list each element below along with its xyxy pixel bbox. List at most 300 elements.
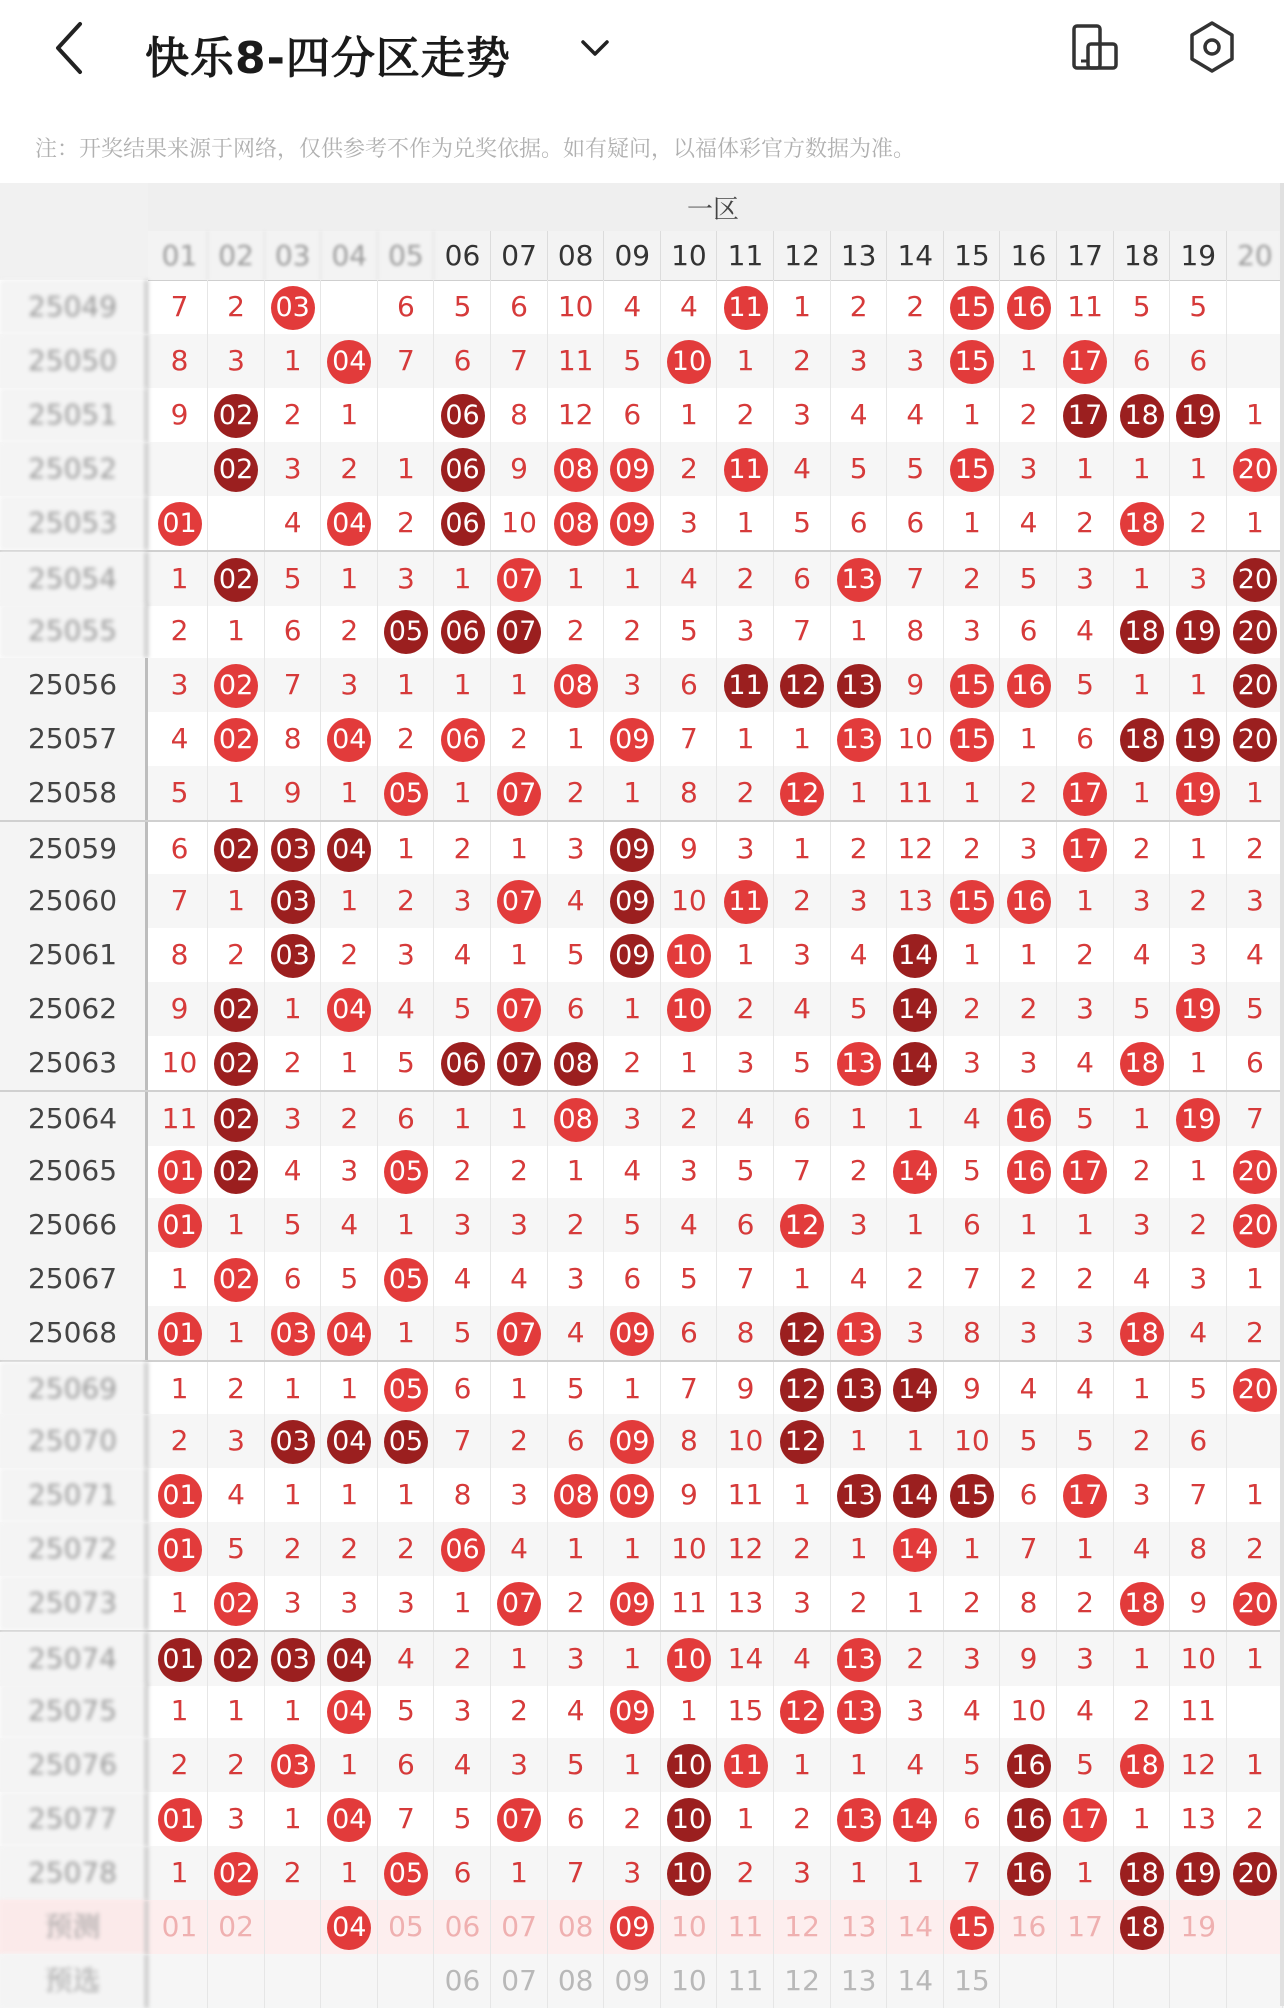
omission-count: 2 [378,496,434,550]
omission-count: 1 [1114,442,1170,496]
omission-count: 4 [605,280,661,334]
drawn-number-ball: 19 [1171,388,1227,442]
omission-count: 2 [378,1522,434,1576]
drawn-number-ball: 11 [718,280,774,334]
drawn-number-ball: 03 [265,928,321,982]
title-dropdown-button[interactable] [575,28,615,68]
omission-count: 5 [548,1738,604,1792]
omission-count: 5 [775,1036,831,1090]
drawn-number-ball: 12 [775,766,831,820]
omission-count: 11 [661,1576,717,1630]
drawn-number-ball: 20 [1227,1846,1283,1900]
omission-count: 1 [775,1468,831,1522]
omission-count: 2 [888,1252,944,1306]
omission-count: 7 [378,334,434,388]
table-row[interactable] [0,1630,1284,1686]
omission-count: 1 [944,766,1000,820]
omission-count: 1 [492,1092,548,1146]
omission-count: 4 [661,552,717,606]
table-row[interactable] [0,604,1284,658]
omission-count: 2 [1001,982,1057,1036]
omission-count: 6 [378,1092,434,1146]
omission-count: 4 [775,442,831,496]
back-button[interactable] [50,18,90,78]
omission-count: 5 [378,1036,434,1090]
table-row[interactable] [0,1792,1284,1846]
omission-count: 2 [152,1414,208,1468]
omission-count: 2 [775,1792,831,1846]
omission-count [1058,1954,1114,2008]
drawn-number-ball: 02 [209,822,265,876]
omission-count [1227,1414,1283,1468]
omission-count [322,1954,378,2008]
drawn-number-ball: 01 [152,1144,208,1198]
omission-count: 7 [888,552,944,606]
drawn-number-ball: 12 [775,1684,831,1738]
omission-count: 1 [152,1576,208,1630]
drawn-number-ball: 18 [1114,604,1170,658]
omission-count: 5 [661,604,717,658]
drawn-number-ball: 06 [435,388,491,442]
omission-count: 6 [775,1092,831,1146]
omission-count: 3 [435,1684,491,1738]
omission-count: 5 [1058,1414,1114,1468]
omission-count: 4 [944,1092,1000,1146]
omission-count: 1 [775,280,831,334]
omission-count: 1 [209,874,265,928]
omission-count: 6 [1001,1468,1057,1522]
drawn-number-ball: 20 [1227,658,1283,712]
omission-count: 3 [775,1576,831,1630]
omission-count: 5 [661,1252,717,1306]
issue-number: 25078 [0,1846,148,1900]
top-bar [0,0,1284,110]
drawn-number-ball: 08 [548,496,604,550]
omission-count [1227,334,1283,388]
omission-count: 5 [1114,982,1170,1036]
drawn-number-ball: 02 [209,1252,265,1306]
omission-count: 10 [888,712,944,766]
drawn-number-ball: 01 [152,1632,208,1686]
omission-count: 2 [492,712,548,766]
drawn-number-ball: 07 [492,766,548,820]
table-row[interactable] [0,1738,1284,1792]
omission-count: 3 [944,1036,1000,1090]
drawn-number-ball: 16 [1001,1738,1057,1792]
omission-count: 9 [152,982,208,1036]
omission-count: 1 [944,928,1000,982]
omission-count: 16 [1001,1900,1057,1954]
omission-count: 1 [1114,1632,1170,1686]
omission-count: 1 [1227,766,1283,820]
omission-count [1171,1954,1227,2008]
drawn-number-ball: 09 [605,1414,661,1468]
omission-count: 6 [435,1846,491,1900]
drawn-number-ball: 02 [209,1092,265,1146]
drawn-number-ball: 02 [209,1632,265,1686]
omission-count: 02 [209,1900,265,1954]
drawn-number-ball: 17 [1058,1468,1114,1522]
omission-count: 12 [888,822,944,876]
table-row[interactable] [0,1198,1284,1252]
omission-count: 10 [1171,1632,1227,1686]
column-header-09: 09 [605,231,661,280]
omission-count: 1 [435,1576,491,1630]
table-row[interactable] [0,766,1284,820]
column-header-01: 01 [152,231,208,280]
omission-count: 3 [1001,1306,1057,1360]
omission-count: 1 [209,1684,265,1738]
table-row[interactable] [0,388,1284,442]
table-row[interactable] [0,496,1284,550]
omission-count: 2 [548,1576,604,1630]
omission-count: 11 [1058,280,1114,334]
issue-number: 25059 [0,822,148,876]
omission-count: 3 [265,1092,321,1146]
issue-number: 25076 [0,1738,148,1792]
settings-hexagon-icon [1185,18,1239,76]
omission-count: 1 [265,1684,321,1738]
omission-count: 6 [378,280,434,334]
omission-count: 2 [1114,822,1170,876]
omission-count: 10 [718,1414,774,1468]
table-row[interactable] [0,1468,1284,1522]
omission-count: 6 [435,1362,491,1416]
omission-count: 1 [1058,874,1114,928]
omission-count: 3 [718,604,774,658]
omission-count: 1 [378,1198,434,1252]
omission-count: 5 [831,982,887,1036]
omission-count: 2 [718,982,774,1036]
column-header-12: 12 [775,231,831,280]
omission-count: 4 [944,1684,1000,1738]
table-row[interactable] [0,1090,1284,1146]
omission-count: 5 [718,1144,774,1198]
drawn-number-ball: 09 [605,496,661,550]
omission-count: 1 [831,1414,887,1468]
omission-count: 6 [605,388,661,442]
drawn-number-ball: 11 [718,874,774,928]
orientation-toggle-button[interactable] [1068,20,1122,76]
omission-count: 2 [1171,874,1227,928]
omission-count: 1 [492,1632,548,1686]
omission-count: 5 [152,766,208,820]
omission-count: 2 [1001,1252,1057,1306]
omission-count: 3 [1171,552,1227,606]
omission-count: 2 [1058,1576,1114,1630]
omission-count: 3 [1001,442,1057,496]
omission-count: 19 [1171,1900,1227,1954]
omission-count: 1 [888,1846,944,1900]
omission-count: 1 [944,1522,1000,1576]
omission-count: 2 [435,1144,491,1198]
column-header-07: 07 [492,231,548,280]
omission-count: 3 [265,1576,321,1630]
omission-count: 6 [1171,1414,1227,1468]
omission-count: 3 [888,334,944,388]
column-header-02: 02 [209,231,265,280]
drawn-number-ball: 03 [265,280,321,334]
table-row[interactable] [0,1576,1284,1630]
omission-count: 10 [661,1954,717,2008]
drawn-number-ball: 05 [378,1252,434,1306]
table-row[interactable] [0,820,1284,876]
omission-count [1227,1954,1283,2008]
omission-count: 2 [1058,496,1114,550]
omission-count [1227,1900,1283,1954]
omission-count: 2 [322,604,378,658]
omission-count: 1 [888,1092,944,1146]
omission-count: 1 [1114,658,1170,712]
table-row[interactable] [0,1684,1284,1738]
column-header-17: 17 [1058,231,1114,280]
omission-count: 1 [1171,658,1227,712]
omission-count: 2 [435,1632,491,1686]
omission-count: 5 [605,1198,661,1252]
drawn-number-ball: 20 [1227,1362,1283,1416]
omission-count: 6 [435,334,491,388]
table-row[interactable] [0,280,1284,334]
omission-count: 1 [605,982,661,1036]
omission-count: 2 [661,442,717,496]
omission-count: 1 [775,712,831,766]
table-row[interactable] [0,1900,1284,1954]
omission-count: 3 [492,1468,548,1522]
zone-header [148,183,1284,232]
omission-count: 7 [1227,1092,1283,1146]
table-row[interactable] [0,874,1284,928]
drawn-number-ball: 06 [435,712,491,766]
omission-count: 1 [831,604,887,658]
omission-count: 1 [1227,1252,1283,1306]
table-row[interactable] [0,1252,1284,1306]
omission-count: 7 [548,1846,604,1900]
drawn-number-ball: 13 [831,1684,887,1738]
drawn-number-ball: 14 [888,1522,944,1576]
table-row[interactable] [0,658,1284,712]
settings-button[interactable] [1185,18,1239,76]
drawn-number-ball: 03 [265,1738,321,1792]
drawn-number-ball: 07 [492,874,548,928]
column-header-14: 14 [888,231,944,280]
table-row[interactable] [0,442,1284,496]
omission-count: 4 [605,1144,661,1198]
drawn-number-ball: 08 [548,1036,604,1090]
issue-number: 25063 [0,1036,148,1090]
omission-count: 1 [492,1362,548,1416]
omission-count: 1 [152,1362,208,1416]
omission-count: 9 [1001,1632,1057,1686]
drawn-number-ball: 05 [378,604,434,658]
omission-count: 5 [944,1144,1000,1198]
omission-count: 4 [265,496,321,550]
drawn-number-ball: 02 [209,982,265,1036]
table-row[interactable] [0,1144,1284,1198]
column-header-19: 19 [1171,231,1227,280]
omission-count: 3 [548,1632,604,1686]
omission-count [1114,1954,1170,2008]
drawn-number-ball: 12 [775,1306,831,1360]
omission-count: 4 [1001,496,1057,550]
drawn-number-ball: 10 [661,1738,717,1792]
omission-count: 1 [718,712,774,766]
drawn-number-ball: 07 [492,604,548,658]
omission-count: 13 [718,1576,774,1630]
omission-count: 8 [435,1468,491,1522]
omission-count: 3 [322,1576,378,1630]
drawn-number-ball: 06 [435,442,491,496]
number-column-headers [148,231,1284,281]
omission-count: 10 [152,1036,208,1090]
omission-count: 3 [718,822,774,876]
omission-count: 8 [944,1306,1000,1360]
omission-count: 11 [548,334,604,388]
omission-count: 08 [548,1900,604,1954]
drawn-number-ball: 10 [661,1632,717,1686]
omission-count: 1 [718,496,774,550]
table-row[interactable] [0,712,1284,766]
omission-count: 2 [1114,1414,1170,1468]
omission-count: 4 [435,928,491,982]
table-row[interactable] [0,1414,1284,1468]
table-row[interactable] [0,982,1284,1036]
omission-count: 10 [1001,1684,1057,1738]
omission-count: 1 [718,928,774,982]
omission-count: 1 [831,1846,887,1900]
omission-count: 12 [1171,1738,1227,1792]
omission-count: 2 [548,604,604,658]
issue-number: 25071 [0,1468,148,1522]
drawn-number-ball: 09 [605,1684,661,1738]
table-row[interactable] [0,1954,1284,2008]
omission-count: 3 [944,1632,1000,1686]
drawn-number-ball: 04 [322,1900,378,1954]
omission-count: 4 [1114,1252,1170,1306]
drawn-number-ball: 05 [378,1362,434,1416]
omission-count: 10 [661,1900,717,1954]
omission-count: 2 [831,1576,887,1630]
omission-count: 2 [152,604,208,658]
omission-count: 2 [831,280,887,334]
drawn-number-ball: 08 [548,1468,604,1522]
omission-count: 1 [435,658,491,712]
drawn-number-ball: 18 [1114,1846,1170,1900]
drawn-number-ball: 10 [661,1846,717,1900]
trend-table[interactable] [0,183,1284,2006]
drawn-number-ball: 20 [1227,1144,1283,1198]
omission-count: 3 [1058,1306,1114,1360]
drawn-number-ball: 02 [209,388,265,442]
omission-count: 1 [1227,496,1283,550]
omission-count: 3 [1001,1036,1057,1090]
omission-count: 1 [492,928,548,982]
omission-count: 1 [322,874,378,928]
table-row[interactable] [0,1360,1284,1416]
table-row[interactable] [0,334,1284,388]
omission-count: 4 [888,388,944,442]
omission-count: 1 [152,1252,208,1306]
omission-count: 3 [888,1306,944,1360]
drawn-number-ball: 16 [1001,280,1057,334]
omission-count: 7 [944,1252,1000,1306]
drawn-number-ball: 14 [888,1468,944,1522]
table-edge [1280,183,1284,2006]
omission-count: 8 [492,388,548,442]
omission-count: 9 [888,658,944,712]
omission-count: 5 [1058,1738,1114,1792]
omission-count: 2 [265,1036,321,1090]
table-row[interactable] [0,1306,1284,1360]
drawn-number-ball: 07 [492,1792,548,1846]
drawn-number-ball: 06 [435,1522,491,1576]
drawn-number-ball: 05 [378,1414,434,1468]
table-row[interactable] [0,1846,1284,1900]
omission-count: 3 [378,1576,434,1630]
drawn-number-ball: 18 [1114,1900,1170,1954]
drawn-number-ball: 13 [831,1306,887,1360]
omission-count: 1 [718,1792,774,1846]
table-row[interactable] [0,1522,1284,1576]
table-row[interactable] [0,1036,1284,1090]
issue-column-header [0,183,148,280]
omission-count: 1 [378,442,434,496]
drawn-number-ball: 10 [661,1792,717,1846]
omission-count: 3 [548,1252,604,1306]
omission-count: 4 [322,1198,378,1252]
table-row[interactable] [0,928,1284,982]
omission-count: 1 [1227,1632,1283,1686]
issue-number: 25057 [0,712,148,766]
omission-count: 5 [1001,552,1057,606]
omission-count: 1 [1114,1362,1170,1416]
drawn-number-ball: 02 [209,552,265,606]
omission-count: 1 [1227,1468,1283,1522]
omission-count: 3 [1001,822,1057,876]
omission-count: 6 [152,822,208,876]
drawn-number-ball: 04 [322,496,378,550]
drawn-number-ball: 18 [1114,1738,1170,1792]
omission-count: 2 [548,766,604,820]
table-row[interactable] [0,550,1284,606]
drawn-number-ball: 06 [435,1036,491,1090]
omission-count: 4 [1058,604,1114,658]
omission-count: 4 [548,1684,604,1738]
omission-count: 13 [888,874,944,928]
omission-count: 3 [1171,1252,1227,1306]
omission-count: 4 [1114,1522,1170,1576]
drawn-number-ball: 01 [152,1198,208,1252]
drawn-number-ball: 17 [1058,334,1114,388]
omission-count: 3 [492,1198,548,1252]
omission-count: 10 [548,280,604,334]
omission-count: 3 [1058,552,1114,606]
omission-count: 6 [605,1252,661,1306]
omission-count: 4 [831,928,887,982]
omission-count: 1 [1227,388,1283,442]
omission-count: 2 [1227,1306,1283,1360]
drawn-number-ball: 02 [209,1144,265,1198]
omission-count: 2 [775,334,831,388]
omission-count: 4 [831,388,887,442]
omission-count: 5 [1171,280,1227,334]
omission-count: 4 [548,1306,604,1360]
drawn-number-ball: 19 [1171,1092,1227,1146]
drawn-number-ball: 04 [322,1306,378,1360]
omission-count: 3 [322,1144,378,1198]
omission-count: 07 [492,1954,548,2008]
omission-count: 2 [944,552,1000,606]
drawn-number-ball: 02 [209,658,265,712]
